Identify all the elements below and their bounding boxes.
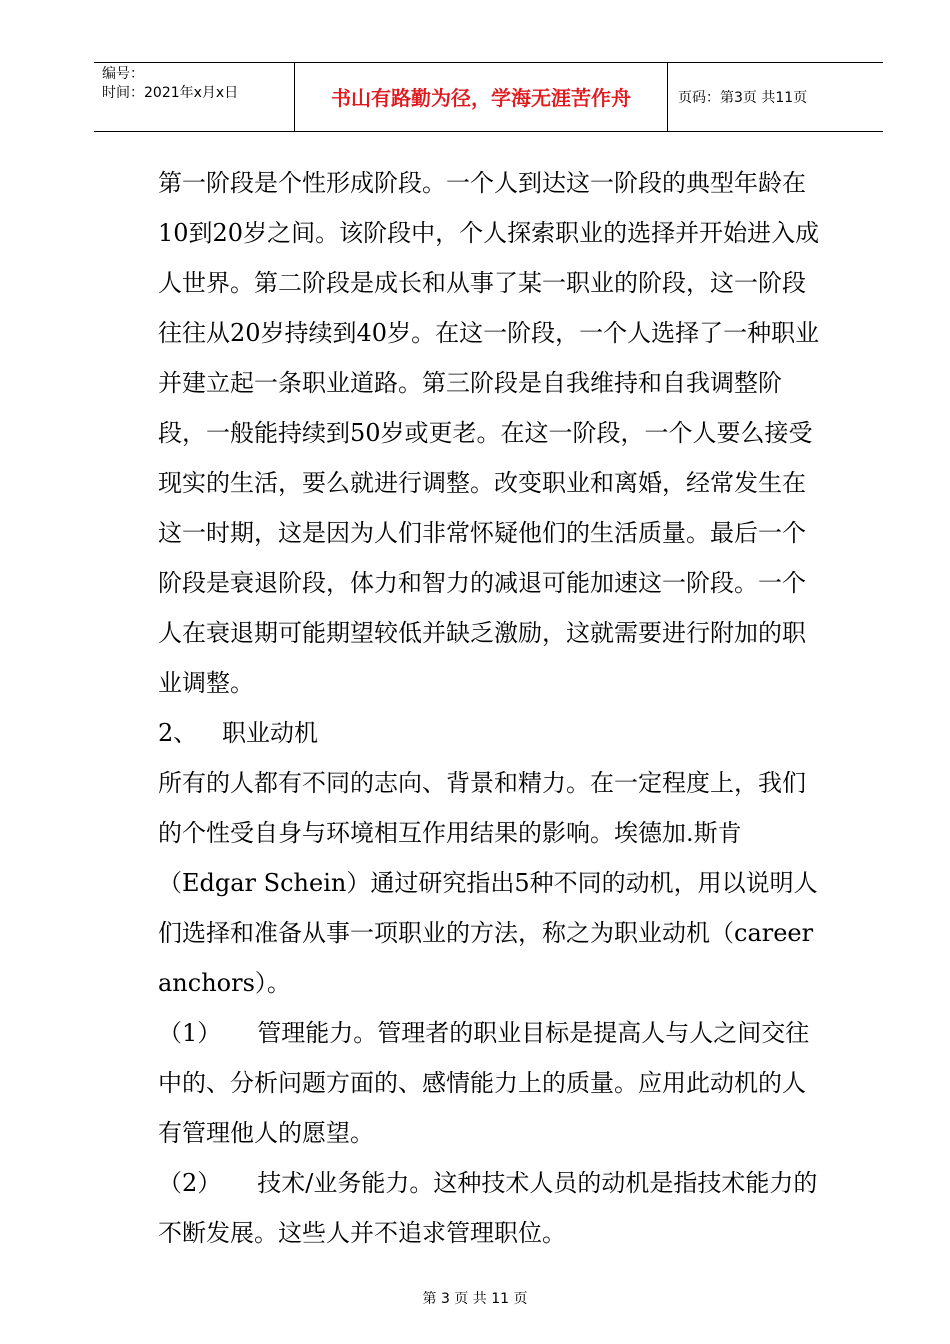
list-item-number: （2） (158, 1169, 222, 1197)
list-item (158, 1008, 822, 1158)
header-meta (102, 65, 238, 103)
document-number-label: 编号： (102, 66, 144, 82)
header-divider (667, 63, 668, 131)
page-header (94, 62, 883, 132)
list-item-text: 管理能力。管理者的职业目标是提高人与人之间交往中的、分析问题方面的、感情能力上的质量。应用此动机的人有管理他人的愿望。 (158, 1019, 810, 1147)
section-heading (158, 708, 822, 758)
list-item-text: 技术/业务能力。这种技术人员的动机是指技术能力的不断发展。这些人并不追求管理职位。 (158, 1169, 818, 1247)
document-body (158, 158, 822, 1258)
list-item-number: （1） (158, 1019, 222, 1047)
section-title: 职业动机 (222, 719, 318, 747)
header-motto: 书山有路勤为径，学海无涯苦作舟 (331, 86, 631, 110)
list-item (158, 1158, 822, 1258)
page-footer: 第 3 页 共 11 页 (422, 1291, 528, 1307)
paragraph-career-anchors: 所有的人都有不同的志向、背景和精力。在一定程度上，我们的个性受自身与环境相互作用结果的影响。埃德加.斯肯（Edgar Schein）通过研究指出5种不同的动机，用以说明人们选择和准备从事一项职业的方法，称之为职业动机（career anchors）。 (158, 769, 818, 997)
section-number: 2、 (158, 719, 198, 747)
paragraph-career-stages: 第一阶段是个性形成阶段。一个人到达这一阶段的典型年龄在10到20岁之间。该阶段中，个人探索职业的选择并开始进入成人世界。第二阶段是成长和从事了某一职业的阶段，这一阶段往往从20岁持续到40岁。在这一阶段，一个人选择了一种职业并建立起一条职业道路。第三阶段是自我维持和自我调整阶段，一般能持续到50岁或更老。在这一阶段，一个人要么接受现实的生活，要么就进行调整。改变职业和离婚，经常发生在这一时期，这是因为人们非常怀疑他们的生活质量。最后一个阶段是衰退阶段，体力和智力的减退可能加速这一阶段。一个人在衰退期可能期望较低并缺乏激励，这就需要进行附加的职业调整。 (158, 169, 820, 697)
document-date: 时间：2021年x月x日 (102, 85, 239, 101)
header-page-info: 页码：第3页 共11页 (678, 90, 808, 106)
